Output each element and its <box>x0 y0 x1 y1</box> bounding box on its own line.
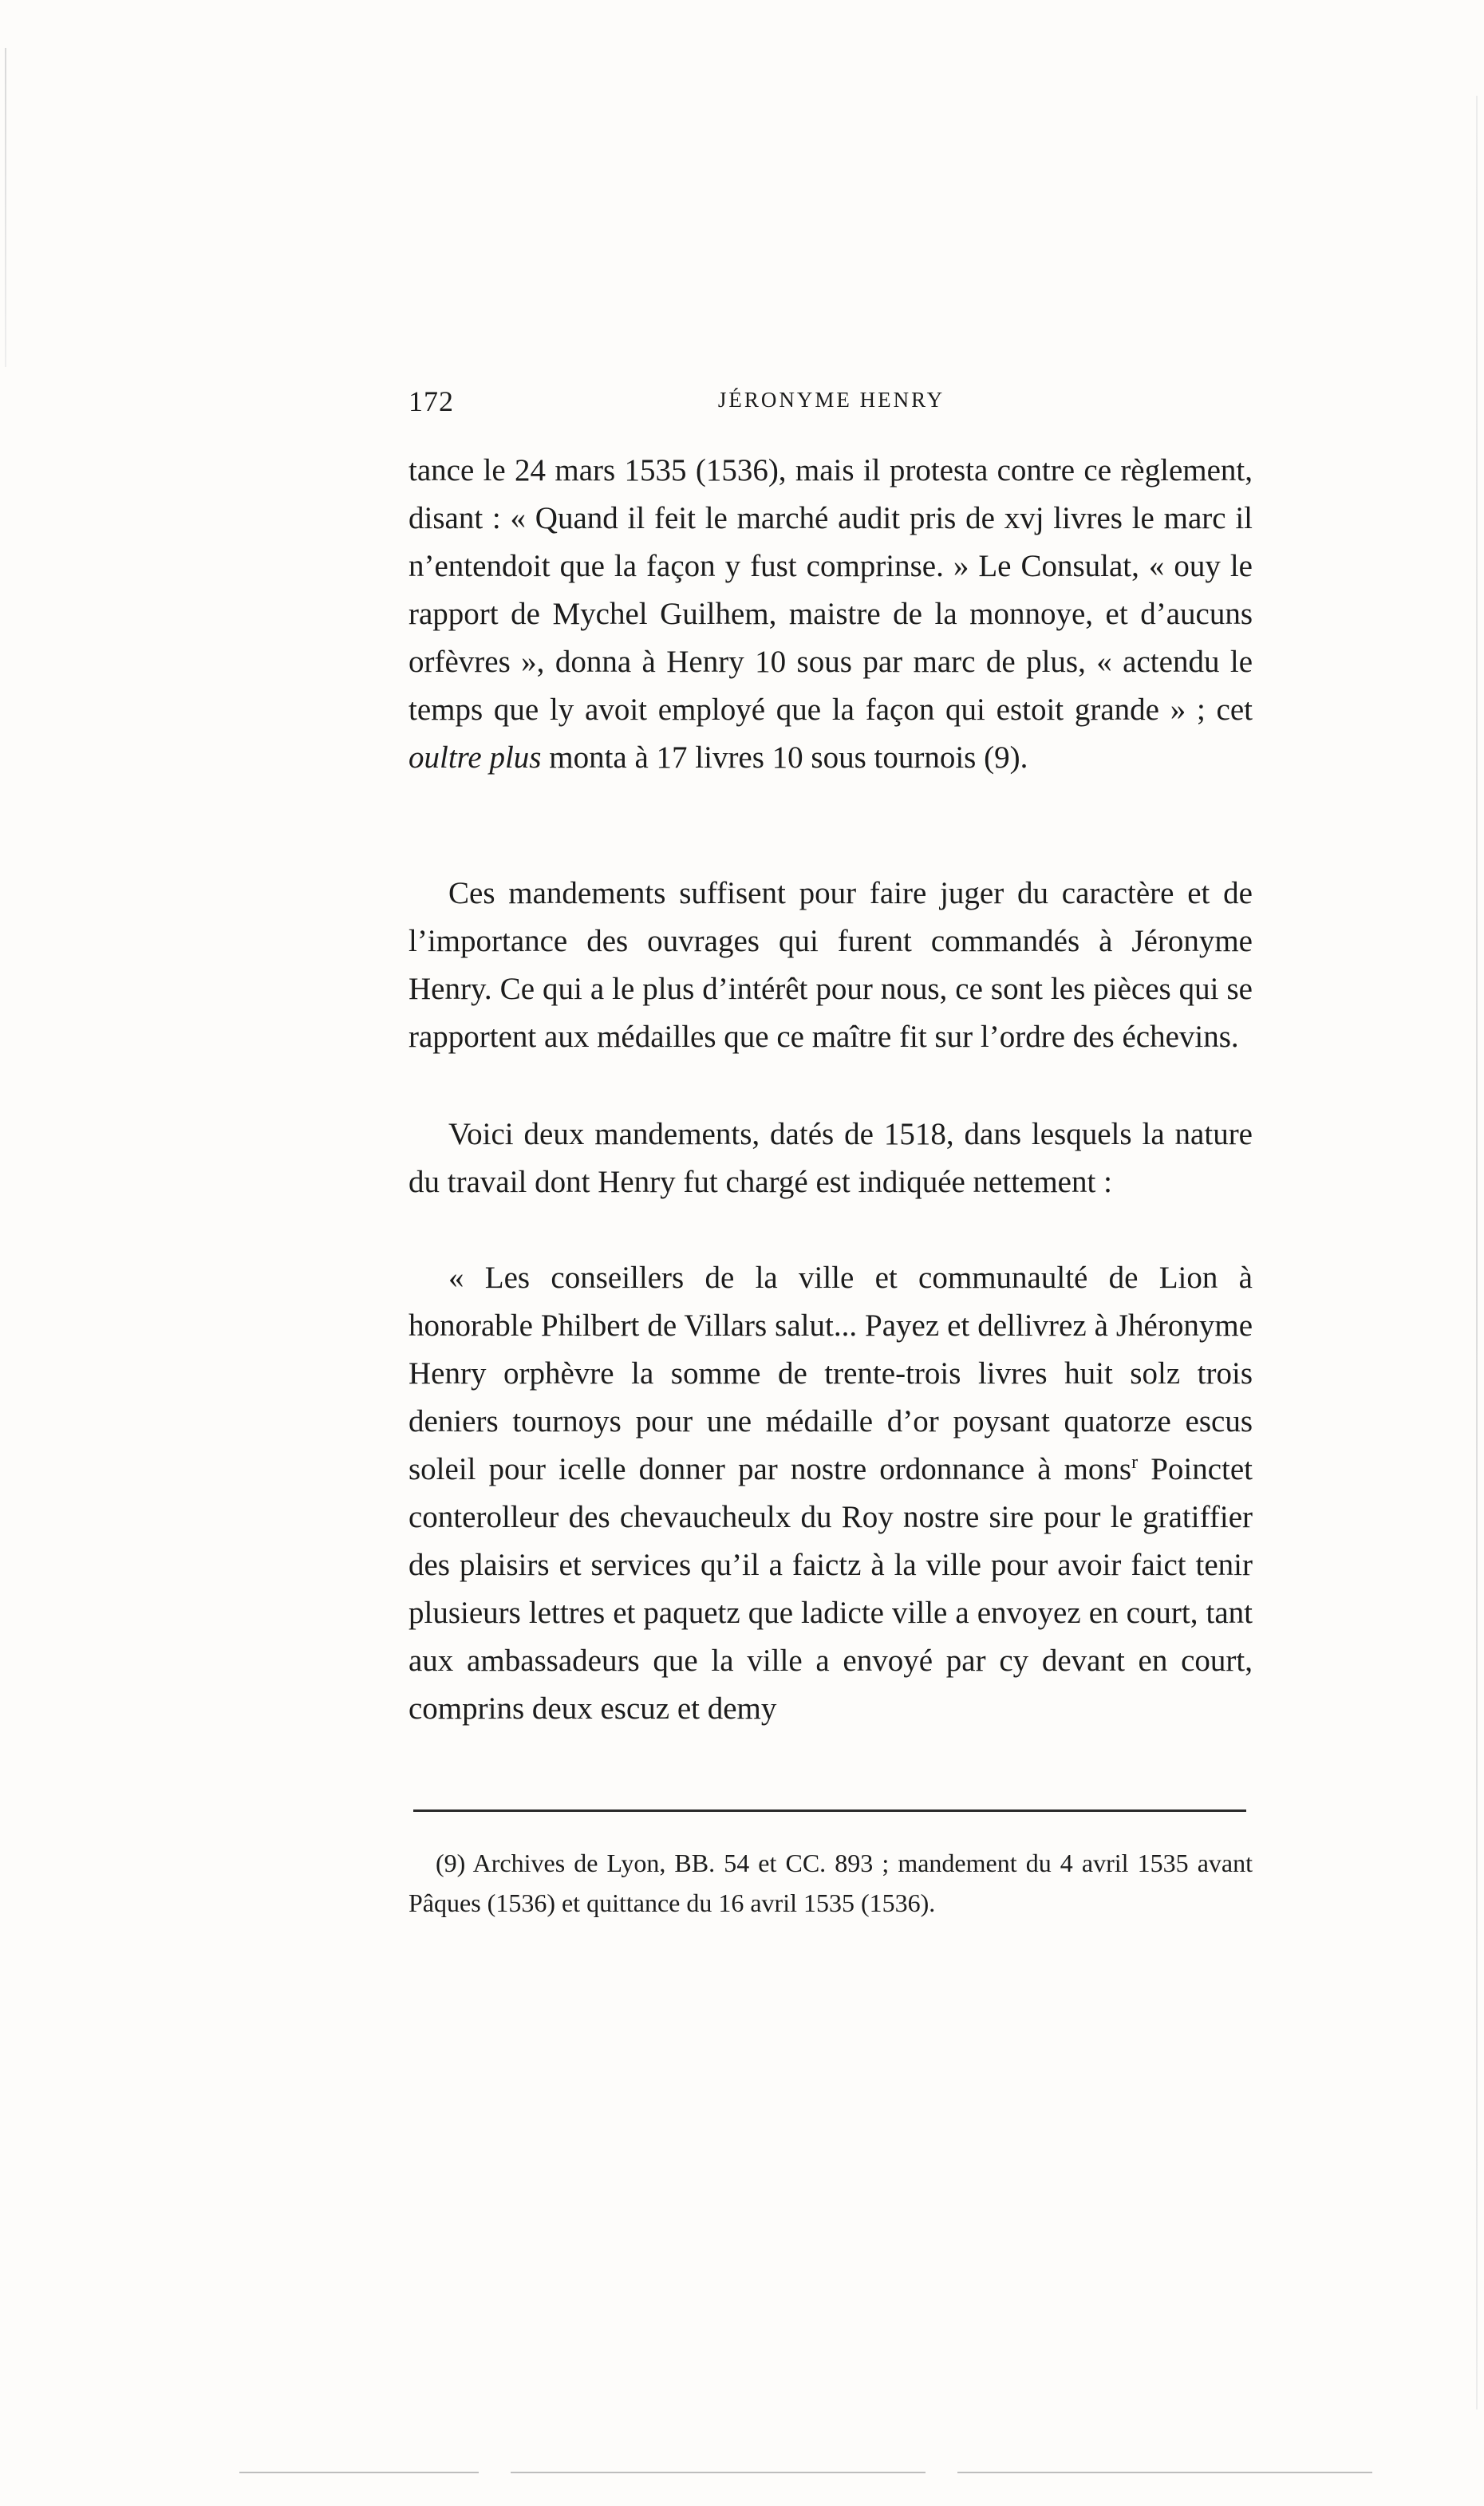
paragraph-3-text: Voici deux mandements, datés de 1518, dans lesquels la nature du travail dont Henry fut chargé est indiquée nettement : <box>408 1117 1253 1199</box>
paragraph-1-text <box>408 447 1253 782</box>
paragraph-4-main: « Les conseillers de la ville et communaulté de Lion à honorable Philbert de Villars salut... Payez et dellivrez à Jhéronyme Henry orphèvre la somme de trente-trois livres huit solz trois deniers tournoys pour une médaille d’or poysant quatorze escus soleil pour icelle donner par nostre ordonnance à mons <box>408 1261 1253 1486</box>
footnote-9: (9) Archives de Lyon, BB. 54 et CC. 893 ; mandement du 4 avril 1535 avant Pâques (1536) et quittance du 16 avril 1535 (1536). <box>408 1849 1253 1917</box>
page-number: 172 <box>408 385 454 417</box>
paragraph-1 <box>408 447 1253 782</box>
paragraph-2-text: Ces mandements suffisent pour faire juger du caractère et de l’importance des ouvrages qui furent commandés à Jéronyme Henry. Ce qui a le plus d’intérêt pour nous, ce sont les pièces qui se rapportent aux médailles que ce maître fit sur l’ordre des échevins. <box>408 876 1253 1054</box>
running-title: JÉRONYME HENRY <box>717 388 945 412</box>
paragraph-1-end: monta à 17 livres 10 sous tournois (9). <box>549 740 1028 775</box>
paragraph-2 <box>408 870 1253 1061</box>
bottom-rule-middle <box>511 2472 926 2473</box>
paragraph-4-text <box>408 1254 1253 1733</box>
bottom-rule-left <box>239 2472 479 2473</box>
bottom-rule-right <box>957 2472 1372 2473</box>
paragraph-3 <box>408 1111 1253 1206</box>
scan-edge-right <box>1476 96 1478 2409</box>
paragraph-4-end: Poinctet conterolleur des chevaucheulx du Roy nostre sire pour le gratiffier des plaisirs et services qu’il a faictz à la ville pour avoir faict tenir plusieurs lettres et paquetz que ladicte ville a envoyez en court, tant aux ambassadeurs que la ville a envoyé par cy devant en court, comprins deux escuz et demy <box>408 1452 1253 1726</box>
paragraph-1-main: tance le 24 mars 1535 (1536), mais il protesta contre ce règlement, disant : « Quand il feit le marché audit pris de xvj livres le marc il n’entendoit que la façon y fust comprinse. » Le Consulat, « ouy le rapport de Mychel Guilhem, maistre de la monnoye, et d’aucuns orfèvres », donna à Henry 10 sous par marc de plus, « actendu le temps que ly avoit employé que la façon qui estoit grande » ; cet <box>408 453 1253 727</box>
footnote-rule <box>413 1809 1246 1812</box>
paragraph-1-italic: oultre plus <box>408 740 542 775</box>
scan-edge-left <box>5 48 6 367</box>
paragraph-4-superscript: r <box>1131 1452 1139 1473</box>
running-head <box>408 385 1254 432</box>
paragraph-4-quotation <box>408 1254 1253 1733</box>
